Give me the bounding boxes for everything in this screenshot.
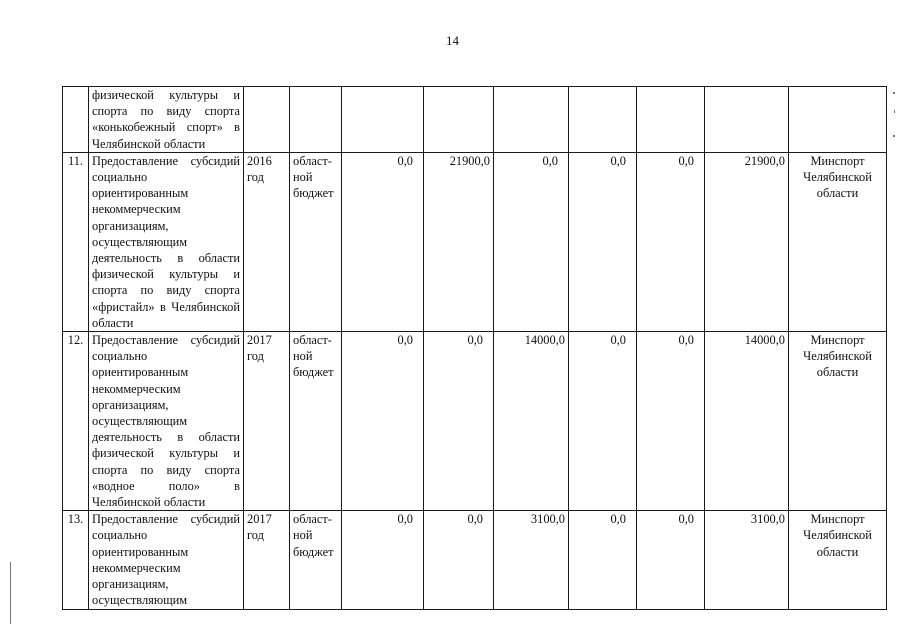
cell-responsible: Минспорт Челябинской области	[789, 152, 887, 331]
cell-year: 2017 год	[244, 511, 290, 609]
cell-value: 0,0	[637, 511, 705, 609]
cell-value: 3100,0	[494, 511, 569, 609]
cell-value: 0,0	[569, 332, 637, 511]
cell-activity-name: Предоставление субсидий социально ориентированным некоммерческим организациям, осуществляющим деятельность в области физической культуры и спорта по виду спорта «фристайл» в Челябинской области	[89, 152, 244, 331]
cell-responsible	[789, 87, 887, 153]
cell-year	[244, 87, 290, 153]
cell-value: 14000,0	[705, 332, 789, 511]
cell-value: 0,0	[342, 152, 424, 331]
cell-value: 0,0	[424, 511, 494, 609]
cell-responsible: Минспорт Челябинской области	[789, 332, 887, 511]
cell-value	[569, 87, 637, 153]
cell-source	[290, 87, 342, 153]
cell-value: 0,0	[494, 152, 569, 331]
table-row-continued	[63, 87, 887, 153]
cell-responsible: Минспорт Челябинской области	[789, 511, 887, 609]
cell-value	[424, 87, 494, 153]
cell-source: област-ной бюджет	[290, 332, 342, 511]
scan-margin-mark	[894, 110, 895, 113]
table-row	[63, 332, 887, 511]
cell-activity-name: физической культуры и спорта по виду спорта «конькобежный спорт» в Челябинской области	[89, 87, 244, 153]
cell-value: 21900,0	[705, 152, 789, 331]
program-activities-table	[62, 86, 887, 610]
cell-value: 0,0	[637, 152, 705, 331]
cell-value	[494, 87, 569, 153]
cell-source: област-ной бюджет	[290, 511, 342, 609]
cell-activity-name: Предоставление субсидий социально ориентированным некоммерческим организациям, осуществляющим	[89, 511, 244, 609]
cell-year: 2016 год	[244, 152, 290, 331]
scan-margin-mark	[893, 92, 895, 94]
cell-value: 0,0	[569, 152, 637, 331]
cell-value: 0,0	[342, 511, 424, 609]
scan-margin-mark	[893, 135, 895, 137]
cell-number	[63, 87, 89, 153]
cell-number: 12.	[63, 332, 89, 511]
cell-value: 3100,0	[705, 511, 789, 609]
cell-value	[637, 87, 705, 153]
cell-value: 21900,0	[424, 152, 494, 331]
cell-activity-name: Предоставление субсидий социально ориентированным некоммерческим организациям, осуществляющим деятельность в области физической культуры и спорта по виду спорта «водное поло» в Челябинской области	[89, 332, 244, 511]
cell-year: 2017 год	[244, 332, 290, 511]
cell-number: 11.	[63, 152, 89, 331]
cell-value: 0,0	[342, 332, 424, 511]
scan-margin-mark	[10, 562, 11, 624]
cell-value	[342, 87, 424, 153]
cell-value: 0,0	[569, 511, 637, 609]
cell-number: 13.	[63, 511, 89, 609]
cell-source: област-ной бюджет	[290, 152, 342, 331]
cell-value: 0,0	[424, 332, 494, 511]
cell-value	[705, 87, 789, 153]
table-row	[63, 152, 887, 331]
page-number: 14	[446, 33, 459, 48]
table-row	[63, 511, 887, 609]
cell-value: 0,0	[637, 332, 705, 511]
cell-value: 14000,0	[494, 332, 569, 511]
